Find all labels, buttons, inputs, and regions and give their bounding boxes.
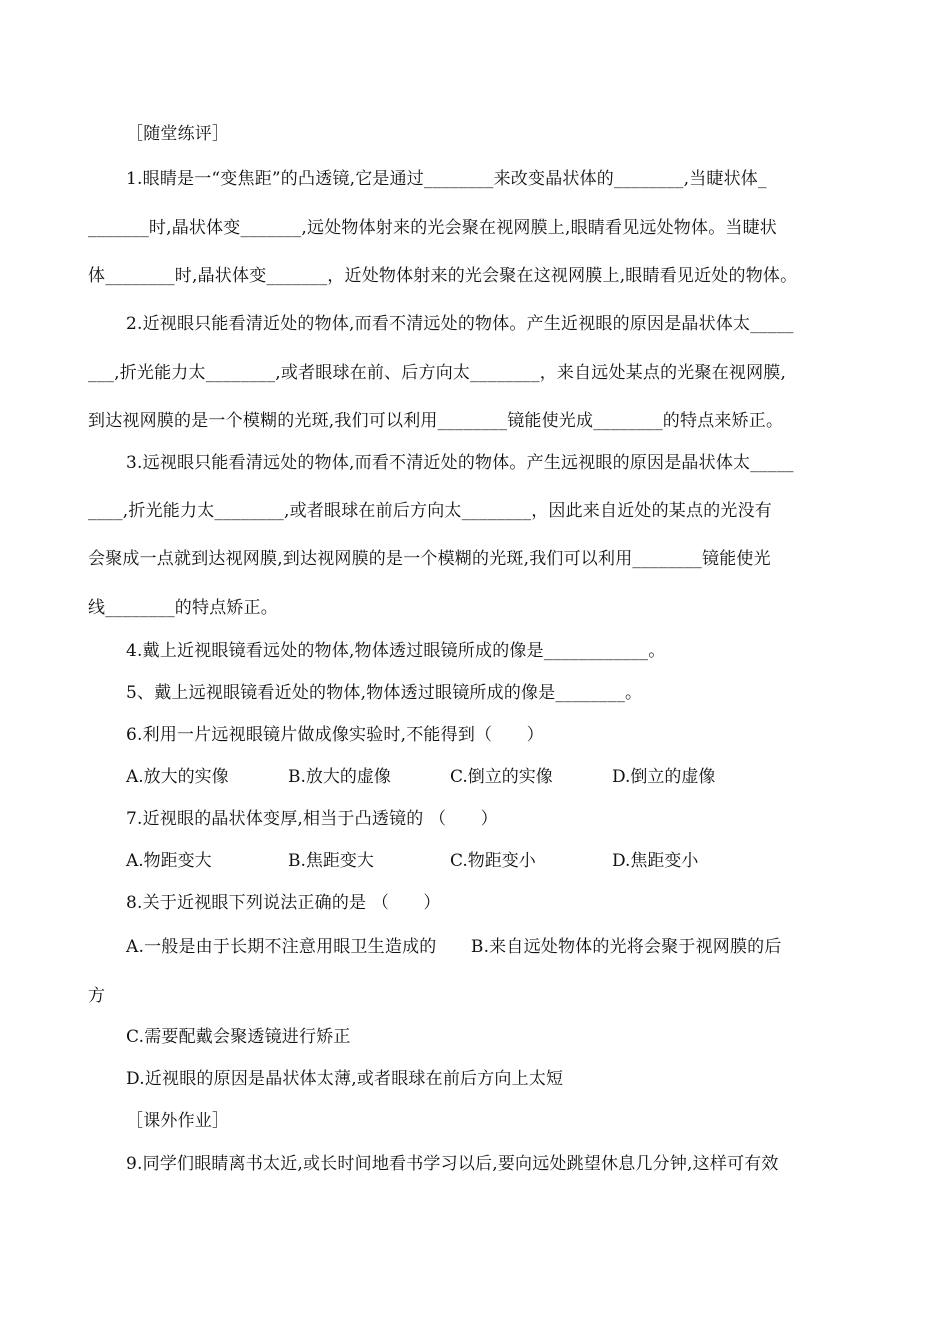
- question-3-line-2: ____,折光能力太________,或者眼球在前后方向太________，因此来自近处的某点的光没有: [88, 501, 773, 521]
- question-2-line-3: 到达视网膜的是一个模糊的光斑,我们可以利用________镜能使光成________的特点来矫正。: [88, 411, 784, 431]
- question-1-line-2: _______时,晶状体变_______,远处物体射来的光会聚在视网膜上,眼睛看见远处物体。当睫状: [88, 218, 778, 238]
- question-3-line-4: 线________的特点矫正。: [88, 598, 278, 618]
- question-8-option-d: D.近视眼的原因是晶状体太薄,或者眼球在前后方向上太短: [126, 1069, 564, 1089]
- question-8-options-ab-continued: 方: [88, 986, 106, 1006]
- question-8-option-c: C.需要配戴会聚透镜进行矫正: [126, 1027, 351, 1047]
- question-1-line-1: 1.眼睛是一“变焦距”的凸透镜,它是通过________来改变晶状体的________,当睫状体_: [126, 169, 767, 189]
- question-3-line-3: 会聚成一点就到达视网膜,到达视网膜的是一个模糊的光斑,我们可以利用________镜能使光: [88, 549, 771, 569]
- question-4: 4.戴上近视眼镜看远处的物体,物体透过眼镜所成的像是____________。: [126, 641, 666, 661]
- option-a: A.放大的实像: [126, 767, 229, 787]
- option-d: D.焦距变小: [612, 851, 699, 871]
- question-2-line-1: 2.近视眼只能看清近处的物体,而看不清远处的物体。产生近视眼的原因是晶状体太_____: [126, 314, 794, 334]
- section-heading-practice: ［随堂练评］: [126, 124, 230, 144]
- section-heading-homework: ［课外作业］: [126, 1111, 230, 1131]
- option-b: B.焦距变大: [288, 851, 374, 871]
- question-8-stem: 8.关于近视眼下列说法正确的是 （ ）: [126, 893, 441, 913]
- question-3-line-1: 3.远视眼只能看清远处的物体,而看不清近处的物体。产生远视眼的原因是晶状体太_____: [126, 453, 794, 473]
- question-8-options-ab: A.一般是由于长期不注意用眼卫生造成的 B.来自远处物体的光将会聚于视网膜的后: [126, 937, 782, 957]
- question-9-line-1: 9.同学们眼睛离书太近,或长时间地看书学习以后,要向远处跳望休息几分钟,这样可有效: [126, 1154, 779, 1174]
- option-c: C.物距变小: [450, 851, 536, 871]
- option-d: D.倒立的虚像: [612, 767, 716, 787]
- option-c: C.倒立的实像: [450, 767, 553, 787]
- question-6-stem: 6.利用一片远视眼镜片做成像实验时,不能得到（ ）: [126, 725, 544, 745]
- option-b: B.放大的虚像: [288, 767, 391, 787]
- question-1-line-3: 体________时,晶状体变_______，近处物体射来的光会聚在这视网膜上,眼睛看见近处的物体。: [88, 266, 798, 286]
- question-5: 5、戴上远视眼镜看近处的物体,物体透过眼镜所成的像是________。: [126, 683, 643, 703]
- option-a: A.物距变大: [126, 851, 212, 871]
- question-7-stem: 7.近视眼的晶状体变厚,相当于凸透镜的 （ ）: [126, 809, 498, 829]
- question-2-line-2: ___,折光能力太________,或者眼球在前、后方向太________，来自远处某点的光聚在视网膜,: [88, 363, 787, 383]
